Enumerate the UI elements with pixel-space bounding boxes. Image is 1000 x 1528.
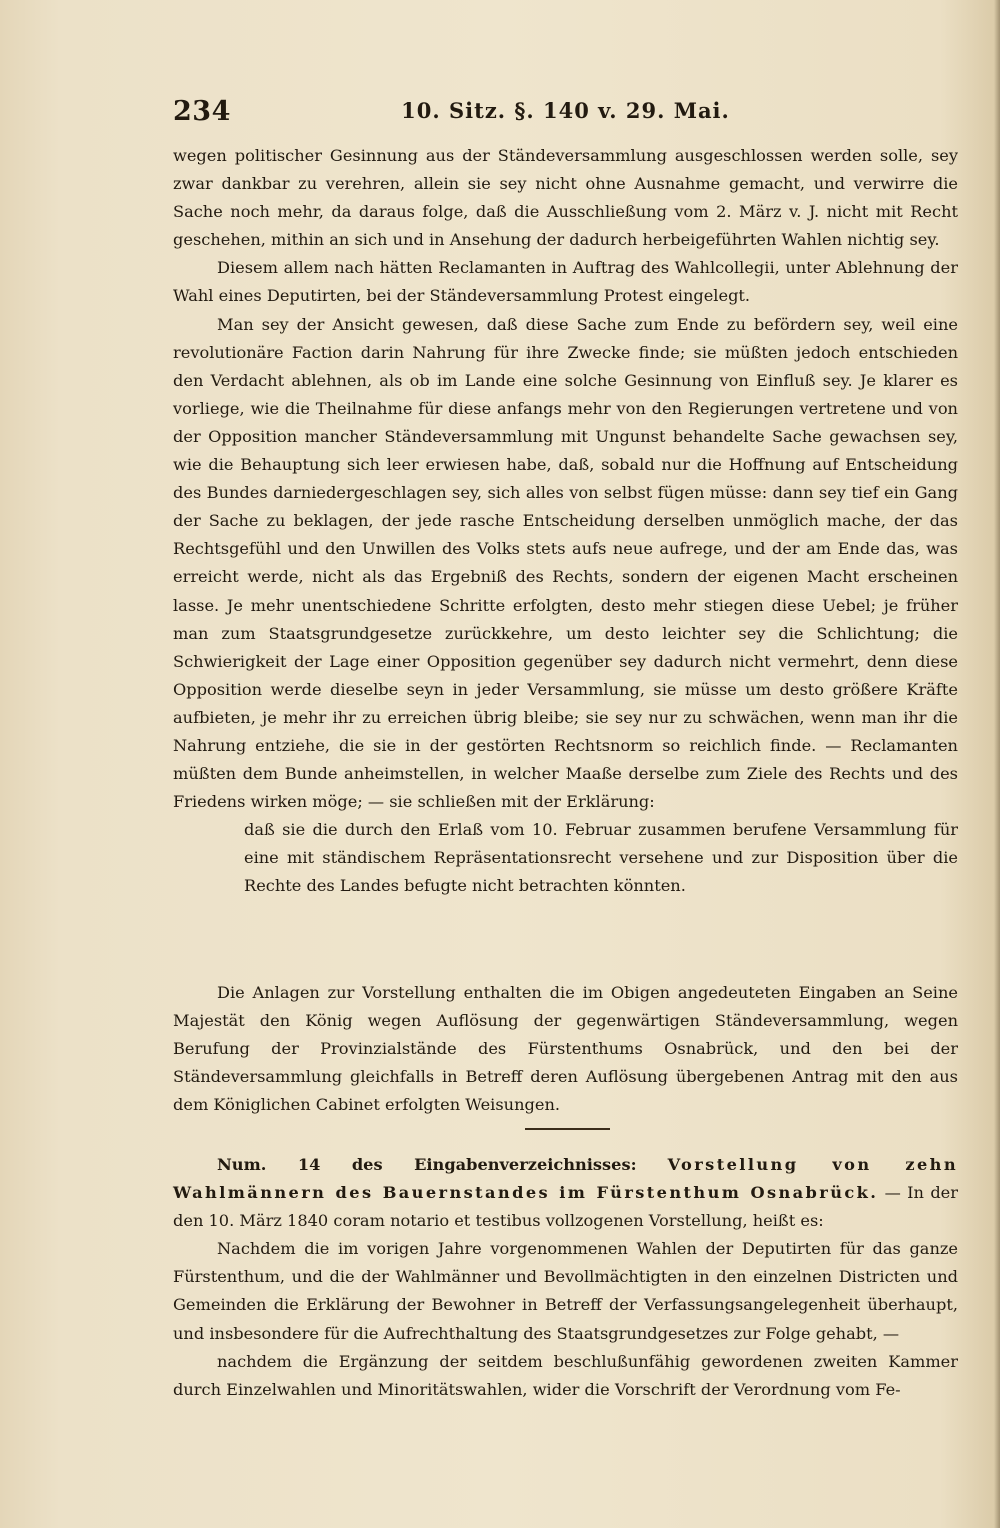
running-head: 10. Sitz. §. 140 v. 29. Mai. [401, 98, 730, 123]
paragraph-4: Die Anlagen zur Vorstellung enthalten die im Obigen angedeuteten Eingaben an Seine Majestät den König wegen Auflösung der gegenwärtigen Ständeversammlung, wegen Berufung der Provinzialstände des Fürstenthums Osnabrück, und den bei der Ständeversammlung gleichfalls in Betreff deren Auflösung übergebenen Antrag mit den aus dem Königlichen Cabinet erfolgten Weisungen. [173, 983, 958, 1115]
paragraph-2: Diesem allem nach hätten Reclamanten in Auftrag des Wahlcollegii, unter Ablehnung der Wahl eines Deputirten, bei der Ständeversammlung Protest eingelegt. [173, 258, 958, 306]
num14-lead: Num. 14 des Eingabenverzeichnisses: [217, 1155, 637, 1174]
paragraph-3: Man sey der Ansicht gewesen, daß diese Sache zum Ende zu befördern sey, weil eine revolutionäre Faction darin Nahrung für ihre Zwecke finde; sie müßten jedoch entschieden den Verdacht ablehnen, als ob im Lande eine solche Gesinnung von Einfluß sey. Je klarer es vorliege, wie die Theilnahme für diese anfangs mehr von den Regierungen vertretene und von der Opposition mancher Ständeversammlung mit Ungunst behandelte Sache gewachsen sey, wie die Behauptung sich leer erwiesen habe, daß, sobald nur die Hoffnung auf Entscheidung des Bundes darniedergeschlagen sey, sich alles von selbst fügen müsse: dann sey tief ein Gang der Sache zu beklagen, der jede rasche Entscheidung derselben unmöglich mache, der das Rechtsgefühl und den Unwillen des Volks stets aufs neue aufrege, und der am Ende das, was erreicht werde, nicht als das Ergebniß des Rechts, sondern der eigenen Macht erscheinen lasse. Je mehr unentschiedene Schritte erfolgten, desto mehr stiegen diese Uebel; je früher man zum Staatsgrundgesetze zurückkehre, um desto leichter sey die Schlichtung; die Schwierigkeit der Lage einer Opposition gegenüber sey dadurch nicht vermehrt, denn diese Opposition werde dieselbe seyn in jeder Versammlung, sie müsse um desto größere Kräfte aufbieten, je mehr ihr zu erreichen übrig bleibe; sie sey nur zu schwächen, wenn man ihr die Nahrung entziehe, die sie in der gestörten Rechtsnorm so reichlich finde. — Reclamanten müßten dem Bunde anheimstellen, in welcher Maaße derselbe zum Ziele des Rechts und des Friedens wirken möge; — sie schließen mit der Erklärung: [173, 314, 958, 812]
paragraph-5: Nachdem die im vorigen Jahre vorgenommenen Wahlen der Deputirten für das ganze Fürstenthum, und die der Wahlmänner und Bevollmächtigten in den einzelnen Districten und Gemeinden die Erklärung der Bewohner in Betreff der Verfassungsangelegenheit überhaupt, und insbesondere für die Aufrechthaltung des Staatsgrundgesetzes zur Folge gehabt, — [173, 1239, 958, 1343]
paragraph-6: nachdem die Ergänzung der seitdem beschlußunfähig gewordenen zweiten Kammer durch Einzelwahlen und Minoritätswahlen, wider die Vorschrift der Verordnung vom Fe- [173, 1351, 958, 1399]
num14-title: Vorstellung von zehn Wahlmännern des Bauernstandes im Fürstenthum Osnabrück. [173, 1155, 959, 1203]
paragraph-1: wegen politischer Gesinnung aus der Ständeversammlung ausgeschlossen werden solle, sey zwar dankbar zu verehren, allein sie sey nicht ohne Ausnahme gemacht, und verwirre die Sache noch mehr, da daraus folge, daß die Ausschließung vom 2. März v. J. nicht mit Recht geschehen, mithin an sich und in Ansehung der dadurch herbeigeführten Wahlen nichtig sey. [173, 146, 958, 250]
declaration-quote: daß sie die durch den Erlaß vom 10. Februar zusammen berufene Versammlung für eine mit ständischem Repräsentationsrecht versehene und zur Disposition über die Rechte des Landes befugte nicht betrachten könnten. [244, 820, 958, 896]
page-header [173, 96, 958, 132]
section-divider [525, 1128, 610, 1130]
text-block-attachments [173, 979, 958, 1119]
text-block-num14 [173, 1151, 958, 1404]
page-number: 234 [173, 96, 231, 127]
num14-heading [173, 1151, 958, 1235]
num14-rest: — In der den 10. März 1840 coram notario et testibus vollzogenen Vorstellung, heißt es: [173, 1183, 958, 1231]
text-block-continuation [173, 142, 958, 901]
